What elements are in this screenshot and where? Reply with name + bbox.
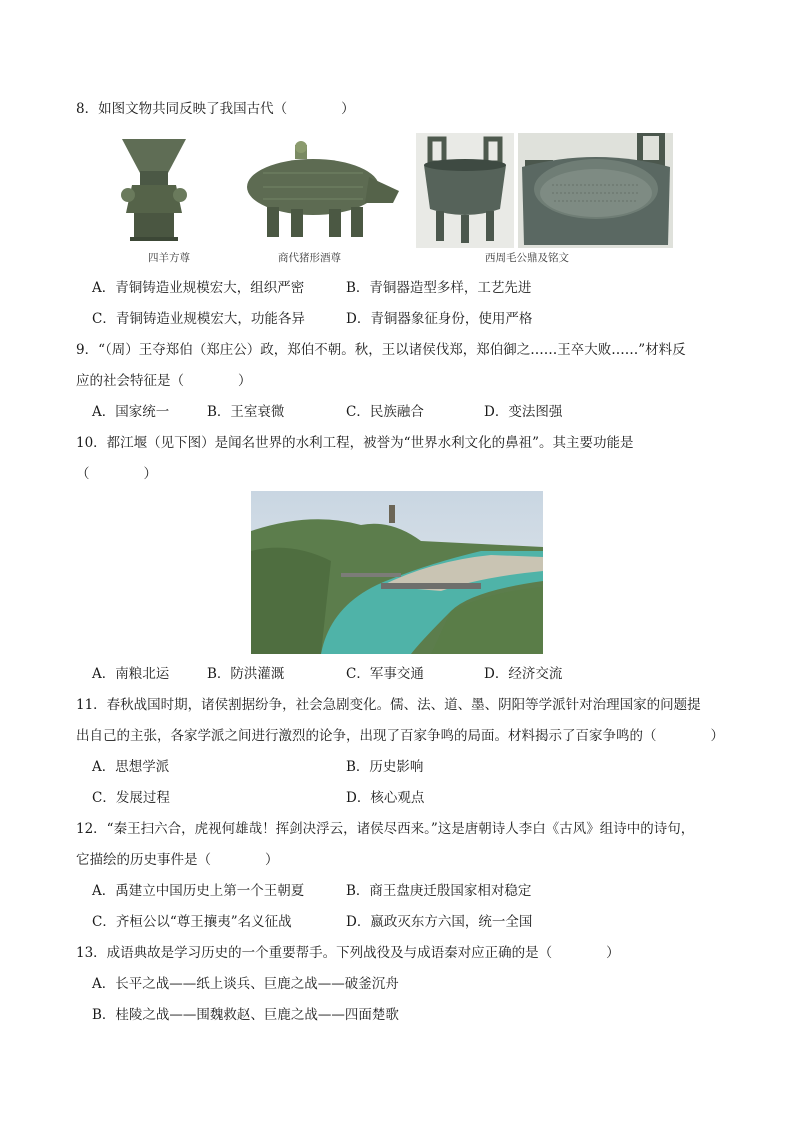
q8-option-c: C．青铜铸造业规模宏大，功能各异 <box>92 311 305 327</box>
q12-option-d: D．嬴政灭东方六国，统一全国 <box>346 914 533 930</box>
q10-option-a: A．南粮北运 <box>92 666 170 682</box>
q8-option-d: D．青铜器象征身份，使用严格 <box>346 311 533 327</box>
q12-option-c: C．齐桓公以“尊王攘夷”名义征战 <box>92 914 292 930</box>
ding-inscription-image <box>518 133 673 248</box>
q12-option-b: B．商王盘庚迁殷国家相对稳定 <box>346 883 532 899</box>
q9-option-a: A．国家统一 <box>92 404 170 420</box>
q10-stem-line2: （ ） <box>76 466 157 482</box>
q12-stem-line2: 它描绘的历史事件是（ ） <box>76 852 279 868</box>
caption-four-goat-zun: 四羊方尊 <box>148 252 190 264</box>
q8-option-b: B．青铜器造型多样，工艺先进 <box>346 280 532 296</box>
q11-stem-line1: 11．春秋战国时期，诸侯割据纷争，社会急剧变化。儒、法、道、墨、阴阳等学派针对治理国家的问题提 <box>76 697 701 713</box>
q10-stem-line1: 10．都江堰（见下图）是闻名世界的水利工程，被誉为“世界水利文化的鼻祖”。其主要功能是 <box>76 435 634 451</box>
caption-pig-zun: 商代猪形酒尊 <box>278 252 341 264</box>
q13-option-a: A．长平之战——纸上谈兵、巨鹿之战——破釜沉舟 <box>92 976 399 992</box>
q11-stem-line2: 出自己的主张，各家学派之间进行激烈的论争，出现了百家争鸣的局面。材料揭示了百家争鸣的（ ） <box>76 728 724 744</box>
q11-option-d: D．核心观点 <box>346 790 425 806</box>
q12-option-a: A．禹建立中国历史上第一个王朝夏 <box>92 883 305 899</box>
q9-option-d: D．变法图强 <box>484 404 563 420</box>
q10-option-c: C．军事交通 <box>346 666 424 682</box>
q9-stem-line2: 应的社会特征是（ ） <box>76 373 252 389</box>
q13-option-b: B．桂陵之战——围魏救赵、巨鹿之战——四面楚歌 <box>92 1007 399 1023</box>
maogong-ding-image <box>416 133 514 248</box>
q8-option-a: A．青铜铸造业规模宏大，组织严密 <box>92 280 305 296</box>
q9-option-b: B．王室衰微 <box>207 404 285 420</box>
pig-zun-image <box>233 133 403 245</box>
q11-option-c: C．发展过程 <box>92 790 170 806</box>
caption-maogong-ding: 西周毛公鼎及铭文 <box>485 252 569 264</box>
q10-option-d: D．经济交流 <box>484 666 563 682</box>
four-goat-zun-image <box>118 133 190 245</box>
q10-option-b: B．防洪灌溉 <box>207 666 285 682</box>
q11-option-b: B．历史影响 <box>346 759 424 775</box>
q12-stem-line1: 12．“秦王扫六合，虎视何雄哉！挥剑决浮云，诸侯尽西来。”这是唐朝诗人李白《古风》组诗中的诗句， <box>76 821 695 837</box>
q8-stem: 8．如图文物共同反映了我国古代（ ） <box>76 101 355 117</box>
dujiangyan-photo <box>251 491 543 654</box>
q11-option-a: A．思想学派 <box>92 759 170 775</box>
q9-stem-line1: 9．“（周）王夺郑伯（郑庄公）政，郑伯不朝。秋，王以诸侯伐郑，郑伯御之……王卒大败……”材料反 <box>76 342 686 358</box>
q9-option-c: C．民族融合 <box>346 404 424 420</box>
q13-stem: 13．成语典故是学习历史的一个重要帮手。下列战役及与成语秦对应正确的是（ ） <box>76 945 620 961</box>
